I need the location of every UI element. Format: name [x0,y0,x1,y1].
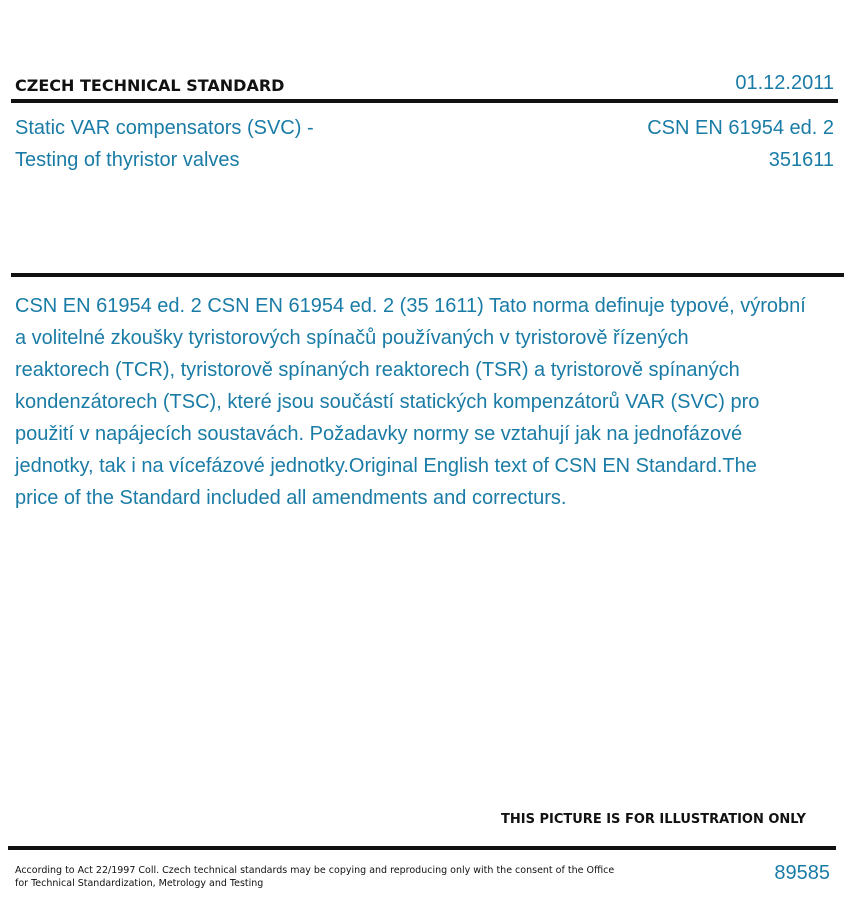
top-divider [11,99,838,103]
legal-notice [15,864,614,890]
bottom-divider [8,846,836,850]
standard-title-line-2: Testing of thyristor valves [15,149,240,171]
illustration-note: THIS PICTURE IS FOR ILLUSTRATION ONLY [501,812,806,827]
standard-title-line-1: Static VAR compensators (SVC) - [15,117,314,139]
description-line: price of the Standard included all amendments and correcturs. [15,487,567,509]
description-line: použití v napájecích soustavách. Požadavky normy se vztahují jak na jednofázové [15,423,743,445]
standard-description [15,290,865,514]
legal-notice-line-2: for Technical Standardization, Metrology and Testing [15,878,264,889]
publication-date: 01.12.2011 [735,72,834,94]
legal-notice-line-1: According to Act 22/1997 Coll. Czech technical standards may be copying and reproducing only with the consent of the Office [15,865,615,876]
standard-class-number: 351611 [768,149,834,171]
description-line: reaktorech (TCR), tyristorově spínaných reaktorech (TSR) a tyristorově spínaných [15,359,740,381]
description-line: kondenzátorech (TSC), které jsou součástí statických kompenzátorů VAR (SVC) pro [15,391,760,413]
description-line: jednotky, tak i na vícefázové jednotky.Original English text of CSN EN Standard.The [15,455,757,477]
middle-divider [11,273,844,277]
document-number: 89585 [774,862,830,884]
description-line: CSN EN 61954 ed. 2 CSN EN 61954 ed. 2 (35 1611) Tato norma definuje typové, výrobní [15,295,806,317]
description-line: a volitelné zkoušky tyristorových spínačů používaných v tyristorově řízených [15,327,689,349]
standard-code: CSN EN 61954 ed. 2 [647,117,834,139]
document-heading: CZECH TECHNICAL STANDARD [15,76,285,95]
